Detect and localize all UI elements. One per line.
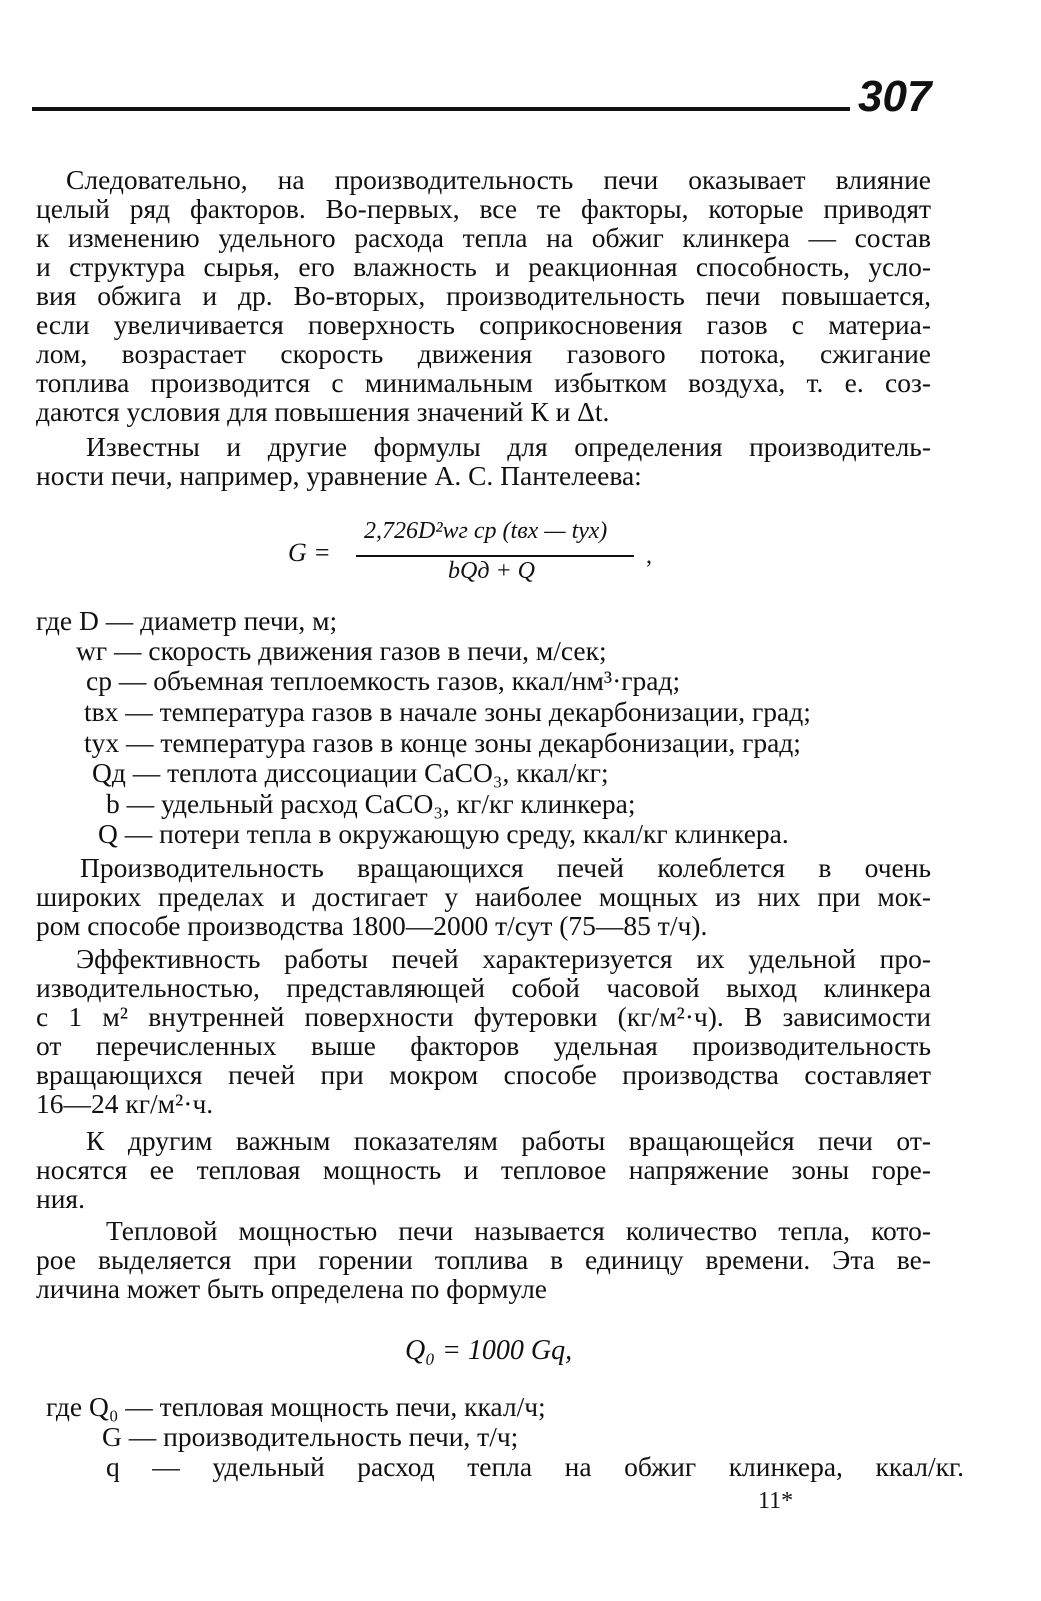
definition-item: q — удельный расход тепла на обжиг клинкера, ккал/кг.: [106, 1451, 964, 1482]
formula-numerator: 2,726D²wг cр (tвх — tух): [364, 518, 608, 544]
text-line: 16—24 кг/м²·ч.: [36, 1088, 214, 1119]
text-line: Известны и другие формулы для определения производитель-: [86, 431, 931, 462]
signature-mark: 11*: [758, 1488, 794, 1514]
formula-thermal-power: Q₀ = 1000 Gq,: [405, 1335, 573, 1366]
paragraph-capacity: [36, 853, 931, 940]
text-line: ности печи, например, уравнение А. С. Пантелеева:: [36, 460, 642, 491]
text-line: Эффективность работы печей характеризуется их удельной про-: [76, 943, 931, 974]
fraction-bar: [356, 555, 634, 557]
text-line: Тепловой мощностью печи называется количество тепла, кото-: [106, 1215, 931, 1246]
definition-item: где D — диаметр печи, м;: [36, 605, 338, 636]
definition-item: Qд — теплота диссоциации CaCO₃, ккал/кг;: [92, 757, 609, 788]
text-line: носятся ее тепловая мощность и тепловое напряжение зоны горе-: [36, 1154, 931, 1185]
definition-item: где Q₀ — тепловая мощность печи, ккал/ч;: [46, 1391, 546, 1422]
text-line: изводительностью, представляющей собой часовой выход клинкера: [36, 972, 931, 1003]
paragraph-thermal-power: [36, 1216, 931, 1303]
text-line: целый ряд факторов. Во-первых, все те факторы, которые приводят: [36, 193, 931, 224]
text-line: и структура сырья, его влажность и реакционная способность, усло-: [36, 251, 931, 282]
text-line: с 1 м² внутренней поверхности футеровки (кг/м²·ч). В зависимости: [36, 1001, 931, 1032]
text-line: к изменению удельного расхода тепла на обжиг клинкера — состав: [36, 222, 931, 253]
paragraph-formulas: [36, 432, 931, 490]
text-line: даются условия для повышения значений К и Δt.: [36, 396, 610, 427]
text-line: личина может быть определена по формуле: [36, 1273, 547, 1304]
definition-item: Q — потери тепла в окружающую среду, ккал/кг клинкера.: [98, 818, 789, 849]
definition-item: wг — скорость движения газов в печи, м/сек;: [76, 635, 607, 666]
text-line: Следовательно, на производительность печи оказывает влияние: [66, 164, 931, 195]
text-line: ния.: [36, 1183, 85, 1214]
formula-trail: ,: [646, 543, 652, 569]
paragraph-indicators: [36, 1126, 931, 1213]
page-number: 307: [858, 72, 932, 121]
formula-denominator: bQд + Q: [448, 558, 535, 584]
text-line: топлива производится с минимальным избытком воздуха, т. е. соз-: [36, 367, 931, 398]
paragraph-efficiency: [36, 944, 931, 1118]
text-line: рое выделяется при горении топлива в единицу времени. Эта ве-: [36, 1244, 931, 1275]
text-line: широких пределах и достигает у наиболее мощных из них при мок-: [36, 881, 931, 912]
formula-lhs: G =: [288, 538, 331, 567]
text-line: вия обжига и др. Во-вторых, производительность печи повышается,: [36, 280, 931, 311]
definition-item: b — удельный расход CaCO₃, кг/кг клинкера;: [106, 788, 636, 819]
paragraph-factors: [36, 165, 931, 426]
definition-item: G — производительность печи, т/ч;: [102, 1421, 519, 1452]
definition-item: tвх — температура газов в начале зоны декарбонизации, град;: [84, 696, 811, 727]
definition-item: cр — объемная теплоемкость газов, ккал/нм³·град;: [86, 665, 681, 696]
text-line: ром способе производства 1800—2000 т/сут (75—85 т/ч).: [36, 910, 708, 941]
header-rule: [32, 107, 850, 111]
text-line: от перечисленных выше факторов удельная производительность: [36, 1030, 931, 1061]
text-line: если увеличивается поверхность соприкосновения газов с материа-: [36, 309, 931, 340]
text-line: К другим важным показателям работы вращающейся печи от-: [86, 1125, 931, 1156]
text-line: лом, возрастает скорость движения газового потока, сжигание: [36, 338, 931, 369]
text-line: Производительность вращающихся печей колеблется в очень: [80, 852, 931, 883]
definition-item: tух — температура газов в конце зоны декарбонизации, град;: [84, 727, 801, 758]
text-line: вращающихся печей при мокром способе производства составляет: [36, 1059, 931, 1090]
